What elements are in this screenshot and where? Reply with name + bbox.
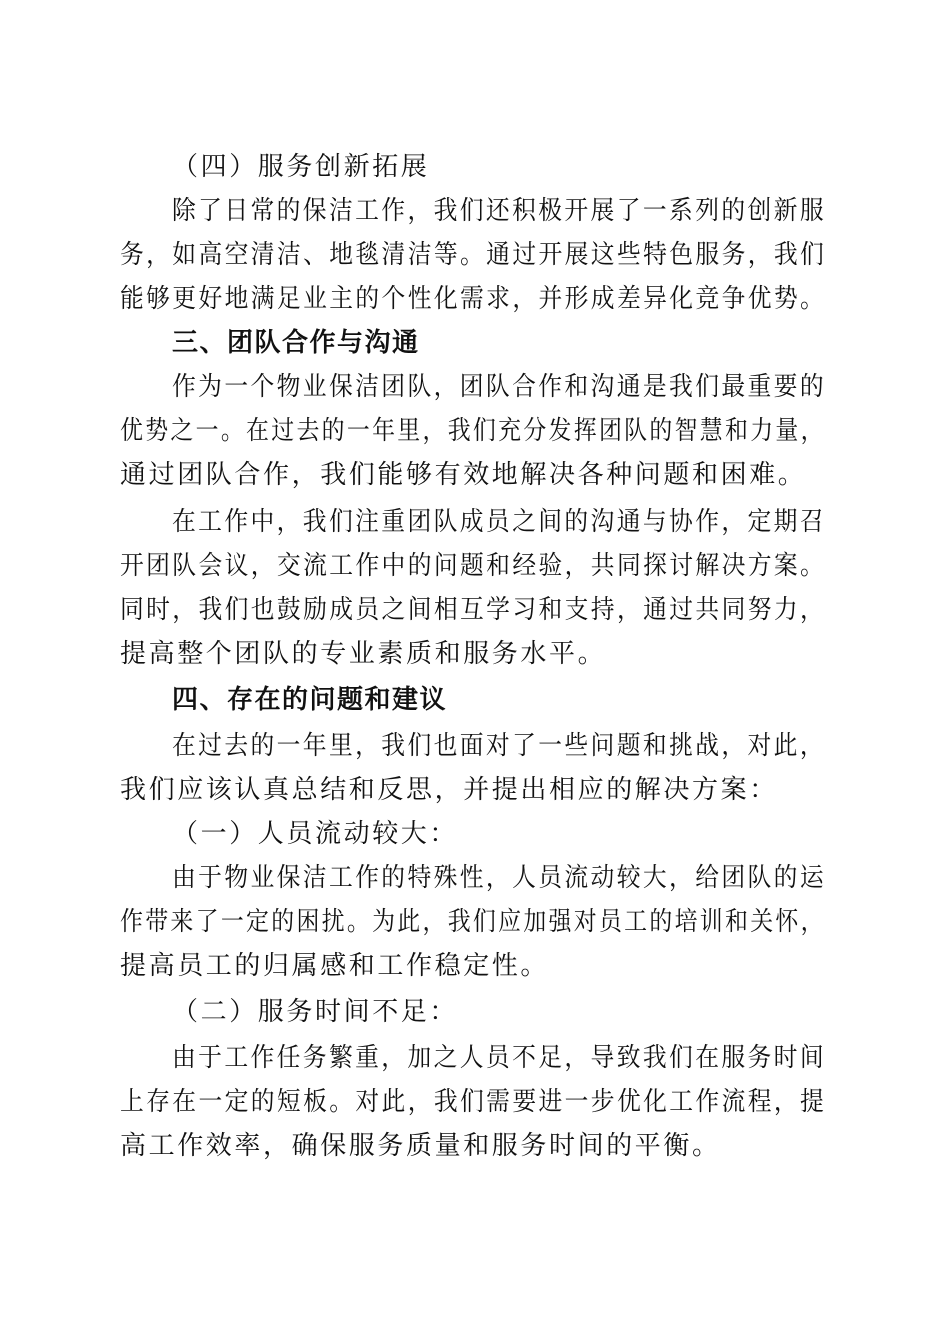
paragraph-line: 在过去的一年里，我们也面对了一些问题和挑战，对此， xyxy=(172,731,827,761)
paragraph-line: 在工作中，我们注重团队成员之间的沟通与协作，定期召 xyxy=(172,507,827,537)
paragraph-line: 上存在一定的短板。对此，我们需要进一步优化工作流程，提 xyxy=(120,1087,827,1117)
subsection-title: （四）服务创新拓展 xyxy=(172,152,430,182)
paragraph-line: 优势之一。在过去的一年里，我们充分发挥团队的智慧和力量， xyxy=(120,416,826,446)
paragraph-line: 高工作效率，确保服务质量和服务时间的平衡。 xyxy=(120,1131,721,1161)
paragraph-line: 除了日常的保洁工作，我们还积极开展了一系列的创新服 xyxy=(172,196,827,226)
paragraph-line: 由于物业保洁工作的特殊性，人员流动较大，给团队的运 xyxy=(172,863,827,893)
paragraph-line: 务，如高空清洁、地毯清洁等。通过开展这些特色服务，我们 xyxy=(120,240,827,270)
item-title: （二）服务时间不足： xyxy=(172,997,459,1027)
section-heading: 三、团队合作与沟通 xyxy=(172,328,420,358)
paragraph-line: 作带来了一定的困扰。为此，我们应加强对员工的培训和关怀， xyxy=(120,907,826,937)
paragraph-line: 开团队会议，交流工作中的问题和经验，共同探讨解决方案。 xyxy=(120,551,827,581)
paragraph-line: 能够更好地满足业主的个性化需求，并形成差异化竞争优势。 xyxy=(120,284,827,314)
paragraph-line: 作为一个物业保洁团队，团队合作和沟通是我们最重要的 xyxy=(172,372,827,402)
item-title: （一）人员流动较大： xyxy=(172,819,459,849)
paragraph-line: 我们应该认真总结和反思，并提出相应的解决方案： xyxy=(120,775,778,805)
paragraph-line: 提高整个团队的专业素质和服务水平。 xyxy=(120,639,607,669)
paragraph-line: 通过团队合作，我们能够有效地解决各种问题和困难。 xyxy=(120,460,807,490)
paragraph-line: 同时，我们也鼓励成员之间相互学习和支持，通过共同努力， xyxy=(120,595,827,625)
paragraph-line: 由于工作任务繁重，加之人员不足，导致我们在服务时间 xyxy=(172,1043,827,1073)
section-heading: 四、存在的问题和建议 xyxy=(172,685,448,715)
paragraph-line: 提高员工的归属感和工作稳定性。 xyxy=(120,951,550,981)
